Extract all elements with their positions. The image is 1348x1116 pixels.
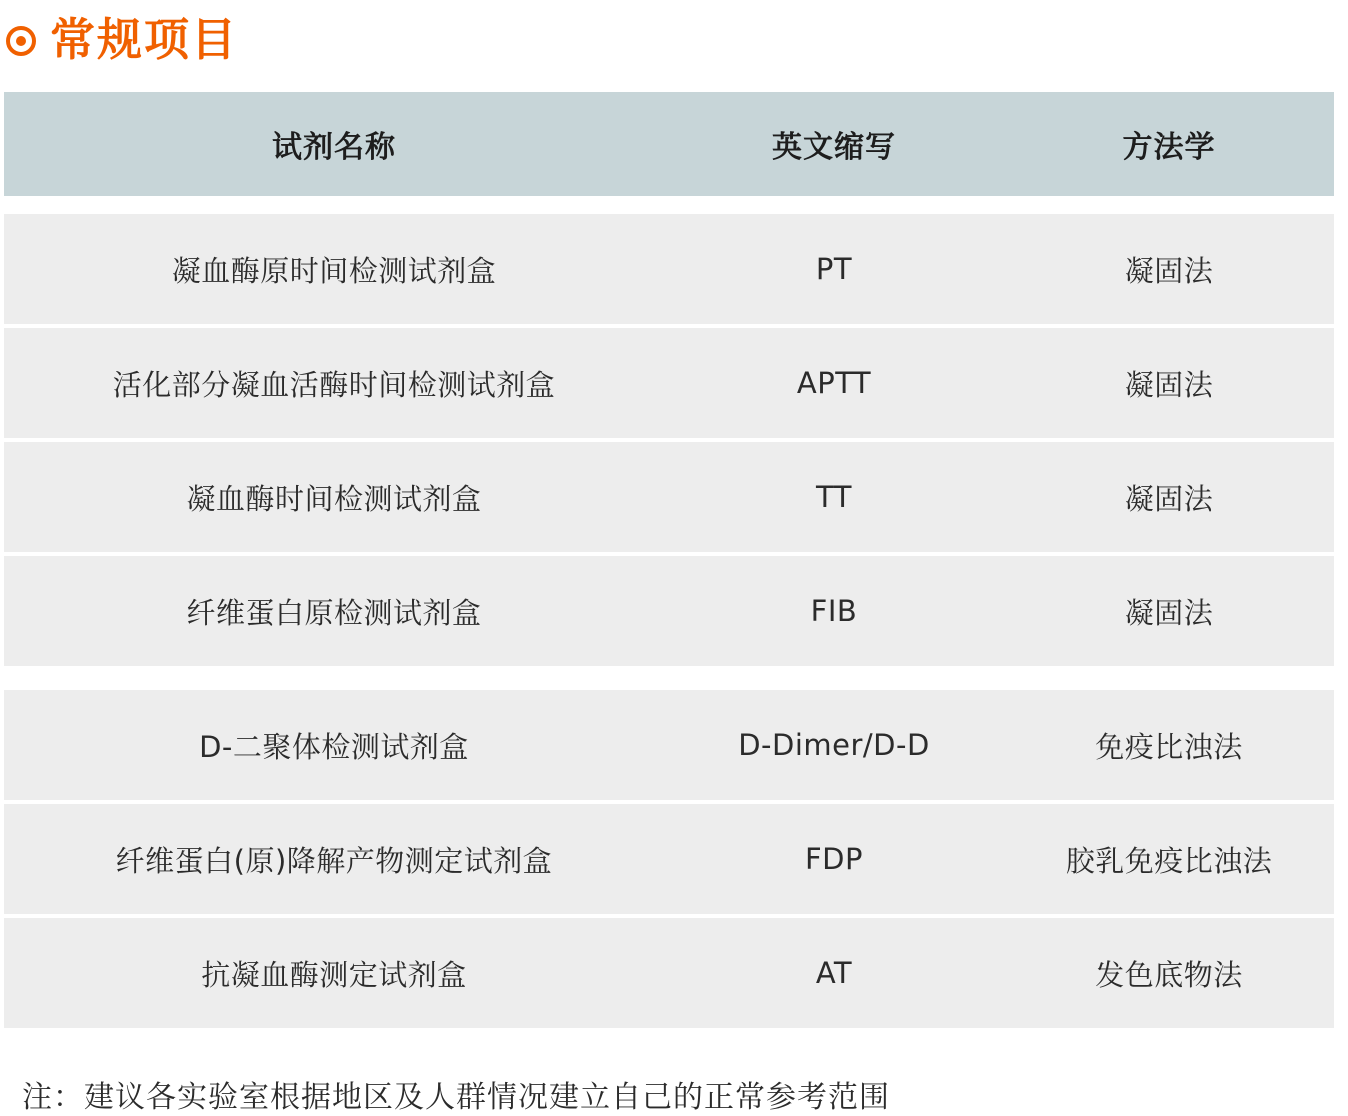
cell-method: 发色底物法 — [1004, 918, 1334, 1028]
cell-abbr: AT — [664, 918, 1004, 1028]
table-body — [4, 200, 1334, 1028]
cell-abbr: D-Dimer/D-D — [664, 690, 1004, 800]
page-title-label: 常规项目 — [50, 12, 239, 66]
page-title — [0, 0, 1348, 72]
column-header-method: 方法学 — [1004, 92, 1334, 196]
cell-reagent-name: D-二聚体检测试剂盒 — [4, 690, 664, 800]
table-row — [4, 690, 1334, 800]
cell-reagent-name: 凝血酶原时间检测试剂盒 — [4, 214, 664, 324]
table-row — [4, 918, 1334, 1028]
cell-reagent-name: 抗凝血酶测定试剂盒 — [4, 918, 664, 1028]
table-row — [4, 442, 1334, 552]
cell-reagent-name: 纤维蛋白(原)降解产物测定试剂盒 — [4, 804, 664, 914]
cell-reagent-name: 纤维蛋白原检测试剂盒 — [4, 556, 664, 666]
cell-abbr: TT — [664, 442, 1004, 552]
cell-reagent-name: 活化部分凝血活酶时间检测试剂盒 — [4, 328, 664, 438]
table-row — [4, 556, 1334, 666]
cell-method: 免疫比浊法 — [1004, 690, 1334, 800]
cell-abbr: FIB — [664, 556, 1004, 666]
cell-method: 凝固法 — [1004, 556, 1334, 666]
table-header-row — [4, 92, 1334, 196]
column-header-abbr: 英文缩写 — [664, 92, 1004, 196]
table-row — [4, 214, 1334, 324]
table-row — [4, 328, 1334, 438]
reagent-table — [4, 88, 1334, 1032]
cell-abbr: FDP — [664, 804, 1004, 914]
cell-reagent-name: 凝血酶时间检测试剂盒 — [4, 442, 664, 552]
cell-abbr: APTT — [664, 328, 1004, 438]
header-spacer — [4, 200, 1334, 210]
cell-method: 凝固法 — [1004, 442, 1334, 552]
group-divider — [4, 670, 1334, 686]
column-header-name: 试剂名称 — [4, 92, 664, 196]
cell-method: 凝固法 — [1004, 328, 1334, 438]
table-header — [4, 92, 1334, 196]
cell-method: 胶乳免疫比浊法 — [1004, 804, 1334, 914]
cell-method: 凝固法 — [1004, 214, 1334, 324]
footer-note: 注：建议各实验室根据地区及人群情况建立自己的正常参考范围 — [22, 1080, 890, 1115]
target-dot-icon — [6, 26, 36, 56]
table-row — [4, 804, 1334, 914]
cell-abbr: PT — [664, 214, 1004, 324]
